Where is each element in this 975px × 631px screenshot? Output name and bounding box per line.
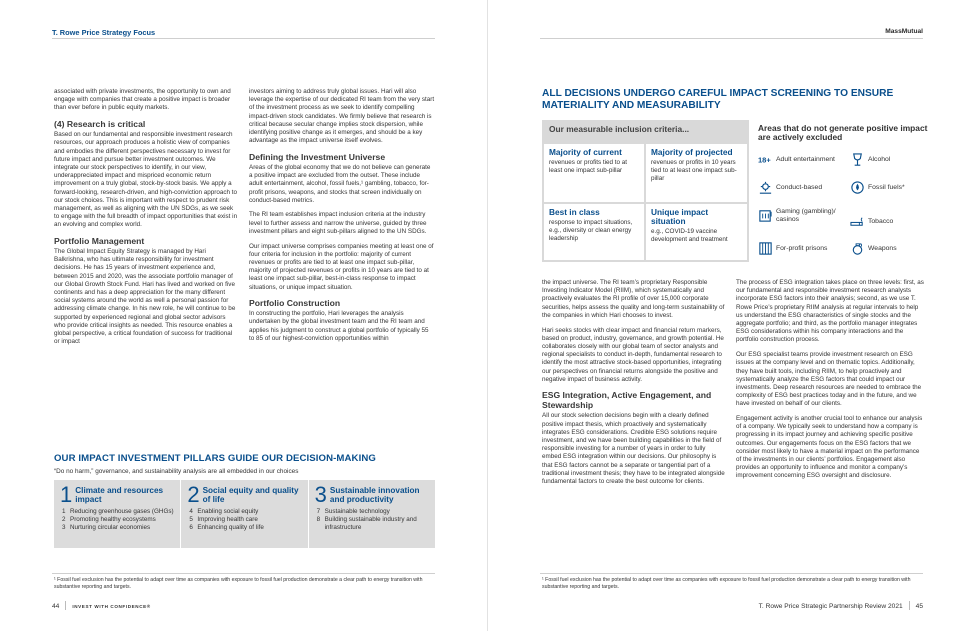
exclusion-adult-entertainment: 18+ Adult entertainment [758,152,850,167]
criterion-majority-current: Majority of current revenues or profits tied to at least one impact sub-pillar [544,144,644,202]
right-folio [759,601,923,610]
publication-title: T. Rowe Price Strategic Partnership Review 2021 [758,603,903,610]
prison-bars-icon [758,241,773,256]
paragraph: Areas of the global economy that we do not believe can generate a positive impact are excluded from the outset. These include adult entertainment, alcohol, fossil fuels,¹ gambling, tobacco, for-profit prisons, weapons, and stocks that screen individually on conduct-based metrics. [249,163,431,204]
right-column-2 [736,279,924,487]
slot-machine-icon [758,208,773,223]
exclusion-gaming: Gaming (gambling)/ casinos [758,208,850,223]
heading-research-critical: (4) Research is critical [54,119,146,130]
cigarette-icon [850,214,865,229]
heading-defining-universe: Defining the Investment Universe [249,151,386,162]
right-column-1 [542,279,726,493]
pillar-number: 1 [60,482,73,507]
pillar-number: 2 [187,482,200,507]
pillar-3 [309,480,435,548]
exclusions-heading: Areas that do not generate positive impact are actively excluded [758,123,928,143]
paragraph: Our impact universe comprises companies meeting at least one of four criteria for inclusion in the portfolio: majority of current revenues or profits are tied to at least one impact sub-pillar, majority of projected revenues or profits in 10 years are tied to at least one impact sub-pillar, best-in-class response to impact situations, or unique impact situation. [249,242,434,291]
left-page [0,0,487,631]
left-header [0,0,487,40]
pillar-2 [181,480,308,548]
exclusion-for-profit-prisons: For-profit prisons [758,241,850,256]
header-rule [52,38,435,39]
paragraph: investors aiming to address truly global issues. Hari will also leverage the expertise of our dedicated RI team from the very start of the investment process as we seek to identify compelling impact-driven stock candidates. We firmly believe that research is critical because secular change implies stock dispersion, while identifying positive change as it emerges, and should be a key advantage as the impact universe itself evolves. [249,88,435,145]
pillar-number: 3 [314,482,327,507]
page-number: 45 [915,603,923,610]
pillars-title: OUR IMPACT INVESTMENT PILLARS GUIDE OUR DECISION-MAKING [54,453,376,464]
header-rule [540,38,923,39]
sub-pillar: 4 Enabling social equity [189,508,259,515]
paragraph: The Global Impact Equity Strategy is managed by Hari Balkrishna, who has ultimate responsibility for investment decisions. He has 15 years of investment experience and, between 2015 and 2020, was the associate portfolio manager of our Global Growth Stock Fund. Hari has lived and worked on five continents and has a deep appreciation for the many different social systems around the world as well a personal passion for addressing climate change. In his new role, he will continue to be supported by experienced regional and global sector advisors who provide critical insights as needed. This resource enables a global perspective, a critical foundation of success for traditional or impact [54,248,236,346]
criteria-heading: Our measurable inclusion criteria... [549,124,690,134]
footnote: ¹ Fossil fuel exclusion has the potential to adapt over time as companies with exposure to fossil fuel production demonstrate a clear path to energy transition with substantive reporting and targets. [54,577,423,590]
exclusion-fossil-fuels: Fossil fuels* [850,180,930,195]
pillars-panel [54,480,435,548]
sub-pillar: 5 Improving health care [189,515,258,523]
sub-pillar: 6 Enhancing quality of life [189,523,264,531]
right-page [488,0,975,631]
brand-label: MassMutual [885,28,923,35]
screening-title: ALL DECISIONS UNDERGO CAREFUL IMPACT SCREENING TO ENSURE MATERIALITY AND MEASURABILITY [542,88,894,112]
criteria-panel [542,120,749,262]
heading-portfolio-construction: Portfolio Construction [249,298,341,309]
paragraph: Hari seeks stocks with clear impact and financial return markers, based on product, industry, governance, and growth potential. He collaborates closely with our global team of sector analysts and regional specialists to conduct in-depth, fundamental research to identify the most attractive stock-based opportunities, integrating our perspectives on financial returns alongside the positive and negative impact of business activity. [542,326,724,383]
page-number: 44 [52,603,60,610]
paragraph: Engagement activity is another crucial tool to enhance our analysis of a company. We typically seek to understand how a company is progressing in its impact journey and achieving specific positive outcomes. Our engagements focus on the ESG factors that we consider most likely to have a material impact on the performance of the investments in our clients’ portfolios. Engagement also provides an opportunity to influence and monitor a company’s improvement concerning ESG oversight and disclosure. [736,415,923,480]
pillar-title: Sustainable innovation and productivity [329,486,420,504]
sub-pillar: 2 Promoting healthy ecosystems [62,515,156,523]
paragraph: the impact universe. The RI team’s proprietary Responsible Investing Indicator Model (RIIM), which systematically and proactively evaluates the RI profile of over 15,000 corporate securities, helps assess the quality and long-term sustainability of the companies in which Hari chooses to invest. [542,279,725,319]
exclusion-conduct-based: Conduct-based [758,180,850,195]
criterion-unique-impact: Unique impact situation e.g., COVID-19 vaccine development and treatment [646,204,747,260]
tagline: INVEST WITH CONFIDENCE® [72,604,151,609]
pillars-subtitle: “Do no harm,” governance, and sustainability analysis are all embedded in our choices [54,468,299,475]
paragraph: The process of ESG integration takes place on three levels: first, as our fundamental and responsible investment research analysts incorporate ESG factors into their analysis; second, as we use T. Rowe Price’s proprietary RIIM analysis at regular intervals to help us understand the ESG characteristics of single stocks and the aggregate portfolio; and third, as the portfolio manager integrates ESG considerations within his company interactions and the portfolio construction process. [736,279,924,344]
criterion-majority-projected: Majority of projected revenues or profits in 10 years tied to at least one impact sub-pillar [646,144,747,202]
footnote-rule [540,573,923,574]
sub-pillar: 8 Building sustainable industry and infrastructure [316,515,417,531]
paragraph: All our stock selection decisions begin with a clearly defined positive impact thesis, which proactively and systematically integrates ESG considerations. Credible ESG solutions require investment, and we have been building capabilities in the field of responsible investing for a number of years in order to fully embed ESG integration within our decisions. Our philosophy is that ESG factors cannot be a separate or tangential part of a traditional investment thesis; they have to be integrated alongside fundamental factors to create the best outcome for clients. [542,412,725,486]
18-plus-icon [758,152,773,167]
grenade-icon [850,241,865,256]
pillar-1 [54,480,181,548]
pillar-title: Social equity and quality of life [202,486,299,504]
sub-pillar: 7 Sustainable technology [316,508,390,515]
left-column-1 [54,88,238,353]
footnote: ¹ Fossil fuel exclusion has the potential to adapt over time as companies with exposure to fossil fuel production demonstrate a clear path to energy transition with substantive reporting and targets. [542,577,911,590]
right-header [488,0,975,40]
paragraph: Our ESG specialist teams provide investment research on ESG issues at the company level and on thematic topics. Additionally, they have built tools, including RIIM, to help proactively and systematically analyze the ESG factors that could impact our investments. Deep research resources are needed to embrace the complexity of ESG best practices today and in the future, and we have invested on behalf of our clients. [736,351,922,408]
paragraph: The RI team establishes impact inclusion criteria at the industry level to further assess and narrow the universe, guided by three investment pillars and eight sub-pillars aligned to the UN SDGs. [249,211,427,235]
gear-hand-icon [758,180,773,195]
paragraph: associated with private investments, the opportunity to own and engage with companies that create a positive impact is broader than ever before in public equity markets. [54,88,231,112]
left-folio [52,601,151,610]
heading-portfolio-management: Portfolio Management [54,236,145,247]
sub-pillar: 3 Nurturing circular economies [62,523,151,531]
pillar-title: Climate and resources impact [75,486,164,504]
paragraph: Based on our fundamental and responsible investment research resources, our approach produces a holistic view of companies and embodies the different perspectives necessary to invest for future impact and pursue better investment outcomes. We integrate our stock perspectives to identify, in our view, underappreciated impact and mispriced economic return improvement on a truly global, stock-by-stock basis. We apply a forward-looking, research-driven, and high-conviction approach to our stock choices. This is important with respect to prudent risk management, as well as aligning with the UN SDGs, as we seek to engage with the full breadth of impact opportunities that exist in an evolving and complex world. [54,131,238,229]
heading-esg-integration: ESG Integration, Active Engagement, and Stewardship [542,390,712,411]
sub-pillar: 1 Reducing greenhouse gases (GHGs) [62,508,174,515]
wine-glass-icon [850,152,865,167]
exclusion-weapons: Weapons [850,241,930,256]
running-header-title: T. Rowe Price Strategy Focus [52,28,156,37]
svg-text:18+: 18+ [758,155,771,165]
criterion-best-in-class: Best in class response to impact situations, e.g., diversity or clean energy leadership [544,204,644,260]
oil-drop-icon [850,180,865,195]
exclusion-alcohol: Alcohol [850,152,930,167]
footnote-rule [52,573,435,574]
exclusion-tobacco: Tobacco [850,214,930,229]
paragraph: In constructing the portfolio, Hari leverages the analysis undertaken by the global investment team and the RI team and applies his judgment to construct a global portfolio of typically 55 to 85 of our highest-conviction opportunities within [249,310,429,342]
left-column-2 [249,88,435,350]
